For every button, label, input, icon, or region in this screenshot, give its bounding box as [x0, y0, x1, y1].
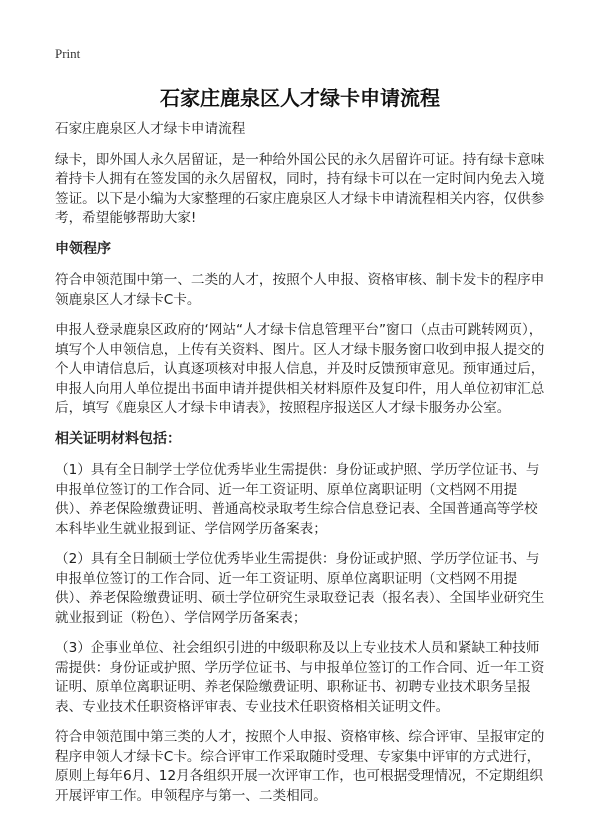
section-heading: 相关证明材料包括：	[55, 430, 181, 447]
paragraph: 符合申领范围中第一、二类的人才，按照个人申报、资格审核、制卡发卡的程序申领鹿泉区人才绿卡C卡。	[55, 272, 545, 308]
print-link[interactable]: Print	[55, 46, 81, 61]
intro-paragraph: 绿卡，即外国人永久居留证，是一种给外国公民的永久居留许可证。持有绿卡意味着持卡人拥有在签发国的永久居留权，同时，持有绿卡可以在一定时间内免去入境签证。以下是小编为大家整理的石家庄鹿泉区人才绿卡申请流程相关内容，仅供参考，希望能够帮助大家!	[55, 151, 545, 226]
paragraph: 符合申领范围中第三类的人才，按照个人申报、资格审核、综合评审、呈报审定的程序申领人才绿卡C卡。综合评审工作采取随时受理、专家集中评审的方式进行，原则上每年6月、12月各组织开展一次评审工作，也可根据受理情况，不定期组织开展评审工作。申领程序与第一、二类相同。	[55, 729, 545, 804]
paragraph: 申报人登录鹿泉区政府的‘网站“人才绿卡信息管理平台”窗口（点击可跳转网页），填写个人申领信息，上传有关资料、图片。区人才绿卡服务窗口收到申报人提交的个人申请信息后，认真逐项核对申报人信息，并及时反馈预审意见。预审通过后，申报人向用人单位提出书面申请并提供相关材料原件及复印件，用人单位初审汇总后，填写《鹿泉区人才绿卡申请表》，按照程序报送区人才绿卡服务办公室。	[55, 322, 545, 416]
page-title: 石家庄鹿泉区人才绿卡申请流程	[160, 86, 440, 110]
paragraph: （2）具有全日制硕士学位优秀毕业生需提供：身份证或护照、学历学位证书、与申报单位签订的工作合同、近一年工资证明、原单位离职证明（文档网不用提供）、养老保险缴费证明、硕士学位研究生录取登记表（报名表）、全国毕业研究生就业报到证（粉色）、学信网学历备案表；	[55, 551, 545, 626]
paragraph: （1）具有全日制学士学位优秀毕业生需提供：身份证或护照、学历学位证书、与申报单位签订的工作合同、近一年工资证明、原单位离职证明（文档网不用提供）、养老保险缴费证明、普通高校录取考生综合信息登记表、全国普通高等学校本科毕业生就业报到证、学信网学历备案表；	[55, 462, 540, 537]
paragraph: （3）企事业单位、社会组织引进的中级职称及以上专业技术人员和紧缺工种技师需提供：身份证或护照、学历学位证书、与申报单位签订的工作合同、近一年工资证明、原单位离职证明、养老保险缴费证明、职称证书、初聘专业技术职务呈报表、专业技术任职资格评审表、专业技术任职资格相关证明文件。	[55, 640, 545, 715]
subtitle: 石家庄鹿泉区人才绿卡申请流程	[55, 121, 246, 137]
section-heading: 申领程序	[55, 240, 111, 257]
article-body	[55, 120, 549, 817]
